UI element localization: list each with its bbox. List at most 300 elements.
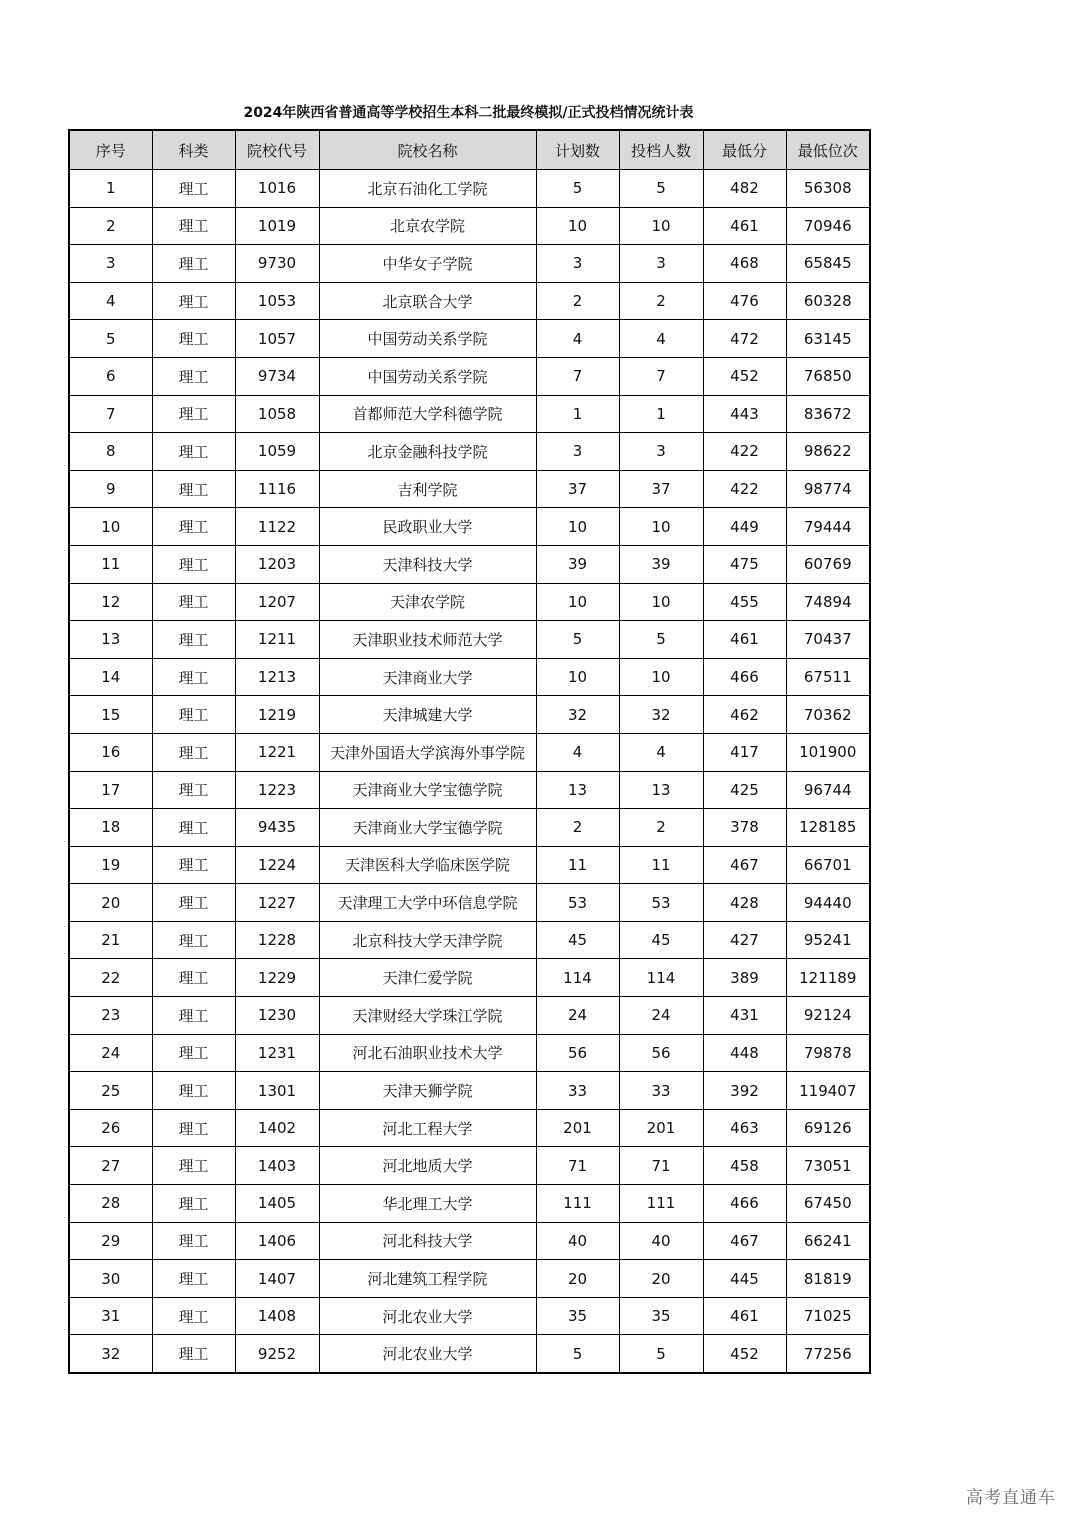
cell-admitted-count: 1	[619, 395, 703, 433]
cell-plan-count: 201	[536, 1109, 619, 1147]
cell-min-score: 378	[703, 809, 786, 847]
header-row	[69, 130, 870, 170]
cell-school-code: 1016	[235, 170, 319, 208]
table-row	[69, 997, 870, 1035]
cell-seq: 20	[69, 884, 152, 922]
cell-seq: 2	[69, 207, 152, 245]
cell-admitted-count: 114	[619, 959, 703, 997]
column-header-min-rank: 最低位次	[786, 130, 870, 170]
table-row	[69, 1109, 870, 1147]
cell-school-name: 天津职业技术师范大学	[319, 621, 536, 659]
cell-seq: 6	[69, 357, 152, 395]
cell-school-name: 华北理工大学	[319, 1185, 536, 1223]
cell-plan-count: 5	[536, 170, 619, 208]
cell-seq: 4	[69, 282, 152, 320]
cell-plan-count: 5	[536, 1335, 619, 1373]
cell-category: 理工	[152, 809, 235, 847]
cell-admitted-count: 45	[619, 921, 703, 959]
cell-min-score: 472	[703, 320, 786, 358]
table-row	[69, 1185, 870, 1223]
cell-school-name: 北京科技大学天津学院	[319, 921, 536, 959]
cell-min-score: 392	[703, 1072, 786, 1110]
table-row	[69, 733, 870, 771]
admission-table	[68, 129, 871, 1374]
cell-min-rank: 77256	[786, 1335, 870, 1373]
cell-seq: 8	[69, 433, 152, 471]
cell-school-name: 中华女子学院	[319, 245, 536, 283]
cell-school-name: 天津城建大学	[319, 696, 536, 734]
table-row	[69, 1297, 870, 1335]
cell-school-name: 河北石油职业技术大学	[319, 1034, 536, 1072]
cell-admitted-count: 5	[619, 170, 703, 208]
cell-plan-count: 114	[536, 959, 619, 997]
cell-school-name: 首都师范大学科德学院	[319, 395, 536, 433]
table-row	[69, 658, 870, 696]
cell-min-rank: 65845	[786, 245, 870, 283]
cell-admitted-count: 32	[619, 696, 703, 734]
table-body	[69, 170, 870, 1374]
table-row	[69, 771, 870, 809]
cell-plan-count: 35	[536, 1297, 619, 1335]
cell-min-score: 427	[703, 921, 786, 959]
cell-school-code: 1219	[235, 696, 319, 734]
cell-plan-count: 40	[536, 1222, 619, 1260]
cell-school-code: 9252	[235, 1335, 319, 1373]
cell-school-code: 1301	[235, 1072, 319, 1110]
cell-school-code: 1223	[235, 771, 319, 809]
cell-seq: 18	[69, 809, 152, 847]
cell-plan-count: 5	[536, 621, 619, 659]
cell-admitted-count: 37	[619, 470, 703, 508]
cell-admitted-count: 10	[619, 508, 703, 546]
cell-admitted-count: 111	[619, 1185, 703, 1223]
cell-admitted-count: 56	[619, 1034, 703, 1072]
cell-plan-count: 4	[536, 733, 619, 771]
cell-admitted-count: 201	[619, 1109, 703, 1147]
cell-school-code: 1207	[235, 583, 319, 621]
cell-min-rank: 96744	[786, 771, 870, 809]
cell-min-rank: 56308	[786, 170, 870, 208]
cell-admitted-count: 24	[619, 997, 703, 1035]
cell-seq: 30	[69, 1260, 152, 1298]
cell-school-code: 1053	[235, 282, 319, 320]
cell-category: 理工	[152, 1072, 235, 1110]
cell-school-code: 1407	[235, 1260, 319, 1298]
cell-plan-count: 39	[536, 545, 619, 583]
cell-min-score: 458	[703, 1147, 786, 1185]
cell-school-code: 1019	[235, 207, 319, 245]
cell-seq: 12	[69, 583, 152, 621]
cell-school-name: 北京石油化工学院	[319, 170, 536, 208]
cell-school-code: 1058	[235, 395, 319, 433]
column-header-school-code: 院校代号	[235, 130, 319, 170]
cell-seq: 23	[69, 997, 152, 1035]
cell-min-rank: 63145	[786, 320, 870, 358]
cell-category: 理工	[152, 245, 235, 283]
cell-category: 理工	[152, 771, 235, 809]
cell-category: 理工	[152, 1260, 235, 1298]
cell-school-name: 天津科技大学	[319, 545, 536, 583]
cell-plan-count: 53	[536, 884, 619, 922]
cell-min-score: 443	[703, 395, 786, 433]
cell-school-code: 1224	[235, 846, 319, 884]
cell-admitted-count: 20	[619, 1260, 703, 1298]
table-row	[69, 846, 870, 884]
cell-seq: 13	[69, 621, 152, 659]
cell-seq: 1	[69, 170, 152, 208]
cell-seq: 11	[69, 545, 152, 583]
cell-school-name: 天津商业大学宝德学院	[319, 809, 536, 847]
cell-seq: 10	[69, 508, 152, 546]
table-row	[69, 545, 870, 583]
cell-school-code: 1229	[235, 959, 319, 997]
cell-school-name: 吉利学院	[319, 470, 536, 508]
table-row	[69, 207, 870, 245]
table-header	[69, 130, 870, 170]
cell-min-rank: 98774	[786, 470, 870, 508]
cell-admitted-count: 2	[619, 282, 703, 320]
table-row	[69, 508, 870, 546]
cell-min-score: 389	[703, 959, 786, 997]
cell-min-score: 455	[703, 583, 786, 621]
cell-school-code: 1211	[235, 621, 319, 659]
cell-plan-count: 11	[536, 846, 619, 884]
cell-seq: 22	[69, 959, 152, 997]
cell-min-score: 445	[703, 1260, 786, 1298]
cell-category: 理工	[152, 583, 235, 621]
cell-plan-count: 10	[536, 508, 619, 546]
cell-admitted-count: 3	[619, 245, 703, 283]
cell-plan-count: 2	[536, 282, 619, 320]
column-header-admitted-count: 投档人数	[619, 130, 703, 170]
cell-min-rank: 60769	[786, 545, 870, 583]
cell-admitted-count: 2	[619, 809, 703, 847]
cell-school-name: 北京金融科技学院	[319, 433, 536, 471]
cell-min-score: 431	[703, 997, 786, 1035]
cell-category: 理工	[152, 658, 235, 696]
cell-min-rank: 101900	[786, 733, 870, 771]
cell-school-name: 河北农业大学	[319, 1297, 536, 1335]
cell-min-score: 482	[703, 170, 786, 208]
cell-seq: 14	[69, 658, 152, 696]
cell-plan-count: 71	[536, 1147, 619, 1185]
cell-school-code: 1227	[235, 884, 319, 922]
column-header-category: 科类	[152, 130, 235, 170]
cell-min-score: 468	[703, 245, 786, 283]
cell-school-code: 1057	[235, 320, 319, 358]
cell-min-rank: 70437	[786, 621, 870, 659]
table-row	[69, 884, 870, 922]
cell-admitted-count: 4	[619, 733, 703, 771]
cell-category: 理工	[152, 1297, 235, 1335]
cell-min-rank: 98622	[786, 433, 870, 471]
cell-seq: 24	[69, 1034, 152, 1072]
cell-min-score: 467	[703, 1222, 786, 1260]
cell-min-rank: 70946	[786, 207, 870, 245]
cell-min-score: 461	[703, 621, 786, 659]
cell-category: 理工	[152, 357, 235, 395]
table-row	[69, 921, 870, 959]
cell-plan-count: 10	[536, 207, 619, 245]
cell-seq: 25	[69, 1072, 152, 1110]
cell-min-score: 425	[703, 771, 786, 809]
table-row	[69, 1072, 870, 1110]
table-row	[69, 357, 870, 395]
cell-school-name: 天津仁爱学院	[319, 959, 536, 997]
cell-min-score: 448	[703, 1034, 786, 1072]
cell-admitted-count: 10	[619, 583, 703, 621]
table-row	[69, 433, 870, 471]
cell-min-score: 461	[703, 207, 786, 245]
cell-min-rank: 66241	[786, 1222, 870, 1260]
cell-category: 理工	[152, 1109, 235, 1147]
cell-min-rank: 92124	[786, 997, 870, 1035]
cell-school-name: 河北农业大学	[319, 1335, 536, 1373]
cell-plan-count: 3	[536, 245, 619, 283]
cell-min-rank: 83672	[786, 395, 870, 433]
cell-min-rank: 79878	[786, 1034, 870, 1072]
cell-min-score: 422	[703, 470, 786, 508]
cell-admitted-count: 10	[619, 658, 703, 696]
cell-seq: 3	[69, 245, 152, 283]
cell-seq: 17	[69, 771, 152, 809]
cell-school-code: 1059	[235, 433, 319, 471]
cell-school-code: 1230	[235, 997, 319, 1035]
cell-seq: 32	[69, 1335, 152, 1373]
cell-category: 理工	[152, 733, 235, 771]
cell-school-name: 北京联合大学	[319, 282, 536, 320]
table-row	[69, 320, 870, 358]
cell-admitted-count: 5	[619, 621, 703, 659]
column-header-min-score: 最低分	[703, 130, 786, 170]
cell-min-rank: 67450	[786, 1185, 870, 1223]
cell-school-code: 1403	[235, 1147, 319, 1185]
cell-school-code: 1406	[235, 1222, 319, 1260]
cell-seq: 26	[69, 1109, 152, 1147]
table-row	[69, 395, 870, 433]
cell-school-code: 9435	[235, 809, 319, 847]
cell-min-rank: 95241	[786, 921, 870, 959]
cell-min-rank: 70362	[786, 696, 870, 734]
cell-school-name: 河北建筑工程学院	[319, 1260, 536, 1298]
cell-plan-count: 10	[536, 658, 619, 696]
cell-plan-count: 7	[536, 357, 619, 395]
cell-plan-count: 32	[536, 696, 619, 734]
cell-school-name: 北京农学院	[319, 207, 536, 245]
cell-seq: 29	[69, 1222, 152, 1260]
watermark: 高考直通车	[966, 1488, 1056, 1508]
cell-school-code: 1408	[235, 1297, 319, 1335]
cell-min-score: 463	[703, 1109, 786, 1147]
cell-plan-count: 4	[536, 320, 619, 358]
cell-category: 理工	[152, 170, 235, 208]
table-row	[69, 1222, 870, 1260]
cell-school-code: 9734	[235, 357, 319, 395]
cell-plan-count: 111	[536, 1185, 619, 1223]
cell-school-code: 1116	[235, 470, 319, 508]
cell-school-name: 天津农学院	[319, 583, 536, 621]
cell-admitted-count: 3	[619, 433, 703, 471]
cell-min-rank: 74894	[786, 583, 870, 621]
cell-min-score: 452	[703, 1335, 786, 1373]
table-row	[69, 1034, 870, 1072]
cell-plan-count: 13	[536, 771, 619, 809]
cell-category: 理工	[152, 959, 235, 997]
cell-school-code: 1402	[235, 1109, 319, 1147]
cell-plan-count: 20	[536, 1260, 619, 1298]
cell-admitted-count: 40	[619, 1222, 703, 1260]
cell-school-code: 1203	[235, 545, 319, 583]
cell-category: 理工	[152, 433, 235, 471]
cell-school-name: 中国劳动关系学院	[319, 357, 536, 395]
cell-admitted-count: 10	[619, 207, 703, 245]
cell-school-name: 天津天狮学院	[319, 1072, 536, 1110]
cell-min-score: 449	[703, 508, 786, 546]
cell-admitted-count: 4	[619, 320, 703, 358]
table-row	[69, 1147, 870, 1185]
cell-seq: 5	[69, 320, 152, 358]
cell-school-code: 1228	[235, 921, 319, 959]
cell-plan-count: 10	[536, 583, 619, 621]
cell-category: 理工	[152, 997, 235, 1035]
cell-school-name: 民政职业大学	[319, 508, 536, 546]
cell-plan-count: 3	[536, 433, 619, 471]
table-row	[69, 809, 870, 847]
table-row	[69, 696, 870, 734]
cell-admitted-count: 7	[619, 357, 703, 395]
cell-admitted-count: 71	[619, 1147, 703, 1185]
cell-category: 理工	[152, 921, 235, 959]
cell-school-code: 1122	[235, 508, 319, 546]
cell-admitted-count: 13	[619, 771, 703, 809]
cell-category: 理工	[152, 1222, 235, 1260]
cell-admitted-count: 35	[619, 1297, 703, 1335]
cell-min-score: 461	[703, 1297, 786, 1335]
cell-category: 理工	[152, 884, 235, 922]
table-row	[69, 245, 870, 283]
cell-seq: 15	[69, 696, 152, 734]
column-header-plan-count: 计划数	[536, 130, 619, 170]
cell-admitted-count: 53	[619, 884, 703, 922]
table-row	[69, 583, 870, 621]
cell-category: 理工	[152, 545, 235, 583]
cell-seq: 9	[69, 470, 152, 508]
cell-min-rank: 73051	[786, 1147, 870, 1185]
cell-min-score: 417	[703, 733, 786, 771]
cell-admitted-count: 11	[619, 846, 703, 884]
cell-seq: 21	[69, 921, 152, 959]
cell-school-code: 1231	[235, 1034, 319, 1072]
cell-category: 理工	[152, 470, 235, 508]
cell-school-name: 中国劳动关系学院	[319, 320, 536, 358]
cell-category: 理工	[152, 207, 235, 245]
cell-plan-count: 37	[536, 470, 619, 508]
cell-min-rank: 76850	[786, 357, 870, 395]
cell-category: 理工	[152, 1034, 235, 1072]
cell-category: 理工	[152, 1335, 235, 1373]
cell-plan-count: 45	[536, 921, 619, 959]
cell-category: 理工	[152, 621, 235, 659]
cell-category: 理工	[152, 320, 235, 358]
cell-min-score: 422	[703, 433, 786, 471]
cell-min-score: 428	[703, 884, 786, 922]
cell-category: 理工	[152, 696, 235, 734]
cell-plan-count: 2	[536, 809, 619, 847]
cell-min-rank: 119407	[786, 1072, 870, 1110]
cell-school-name: 河北工程大学	[319, 1109, 536, 1147]
cell-school-code: 9730	[235, 245, 319, 283]
column-header-school-name: 院校名称	[319, 130, 536, 170]
table-row	[69, 959, 870, 997]
cell-min-rank: 79444	[786, 508, 870, 546]
page-title: 2024年陕西省普通高等学校招生本科二批最终模拟/正式投档情况统计表	[243, 105, 694, 121]
cell-category: 理工	[152, 508, 235, 546]
cell-school-name: 河北地质大学	[319, 1147, 536, 1185]
cell-category: 理工	[152, 1147, 235, 1185]
cell-min-rank: 121189	[786, 959, 870, 997]
table-row	[69, 1335, 870, 1373]
cell-min-score: 466	[703, 658, 786, 696]
cell-school-name: 河北科技大学	[319, 1222, 536, 1260]
table-row	[69, 282, 870, 320]
cell-min-rank: 69126	[786, 1109, 870, 1147]
cell-min-score: 475	[703, 545, 786, 583]
cell-school-name: 天津商业大学宝德学院	[319, 771, 536, 809]
cell-category: 理工	[152, 1185, 235, 1223]
cell-school-name: 天津外国语大学滨海外事学院	[319, 733, 536, 771]
cell-plan-count: 1	[536, 395, 619, 433]
cell-min-score: 467	[703, 846, 786, 884]
cell-plan-count: 24	[536, 997, 619, 1035]
cell-school-code: 1213	[235, 658, 319, 696]
cell-school-name: 天津财经大学珠江学院	[319, 997, 536, 1035]
column-header-seq: 序号	[69, 130, 152, 170]
cell-plan-count: 56	[536, 1034, 619, 1072]
cell-admitted-count: 39	[619, 545, 703, 583]
cell-min-rank: 94440	[786, 884, 870, 922]
cell-category: 理工	[152, 395, 235, 433]
cell-min-score: 462	[703, 696, 786, 734]
cell-school-name: 天津商业大学	[319, 658, 536, 696]
cell-admitted-count: 5	[619, 1335, 703, 1373]
cell-min-score: 476	[703, 282, 786, 320]
cell-seq: 28	[69, 1185, 152, 1223]
cell-min-rank: 128185	[786, 809, 870, 847]
cell-school-name: 天津理工大学中环信息学院	[319, 884, 536, 922]
cell-min-score: 452	[703, 357, 786, 395]
table-row	[69, 470, 870, 508]
cell-seq: 19	[69, 846, 152, 884]
cell-seq: 7	[69, 395, 152, 433]
cell-category: 理工	[152, 846, 235, 884]
cell-min-rank: 71025	[786, 1297, 870, 1335]
table-row	[69, 170, 870, 208]
table-row	[69, 1260, 870, 1298]
cell-min-rank: 67511	[786, 658, 870, 696]
cell-school-name: 天津医科大学临床医学院	[319, 846, 536, 884]
cell-admitted-count: 33	[619, 1072, 703, 1110]
cell-seq: 27	[69, 1147, 152, 1185]
cell-min-rank: 81819	[786, 1260, 870, 1298]
cell-plan-count: 33	[536, 1072, 619, 1110]
cell-seq: 31	[69, 1297, 152, 1335]
cell-seq: 16	[69, 733, 152, 771]
cell-school-code: 1221	[235, 733, 319, 771]
cell-min-rank: 60328	[786, 282, 870, 320]
cell-min-score: 466	[703, 1185, 786, 1223]
cell-min-rank: 66701	[786, 846, 870, 884]
cell-category: 理工	[152, 282, 235, 320]
